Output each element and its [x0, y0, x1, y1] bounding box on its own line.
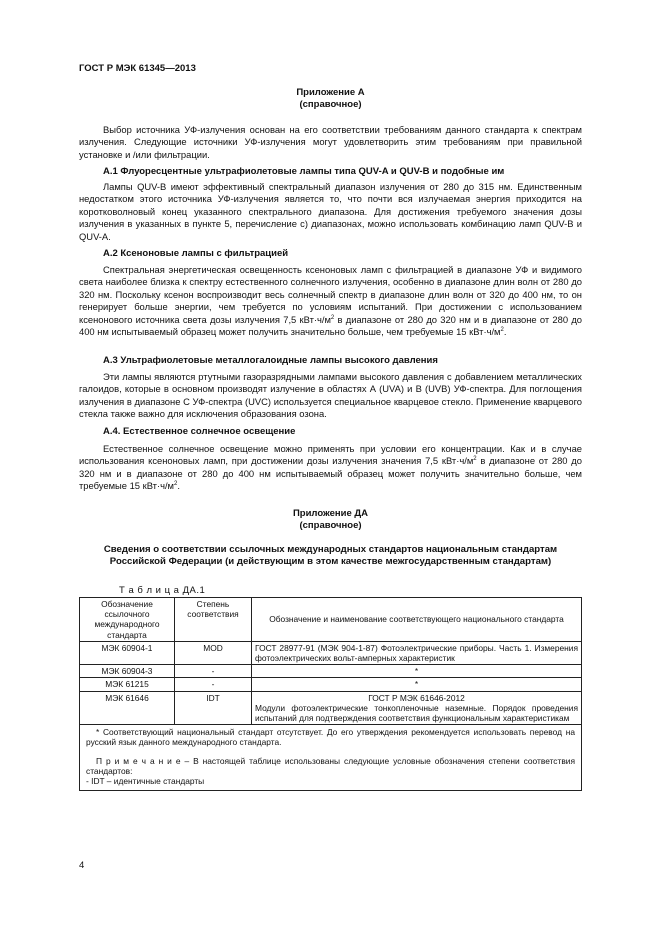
table-header-row — [80, 598, 582, 642]
appendix-a-intro: Выбор источника УФ-излучения основан на его соответствии требованиям данного стандарта к спектрам излучения. Следующие источники УФ-излучения могут удовлетворить этим требованиям при правильной установке и /или фильтрации. — [79, 124, 582, 160]
table-row: МЭК 61215 - * — [80, 678, 582, 691]
table-note-item: - IDT – идентичные стандарты — [86, 776, 205, 787]
section-a2-text: Спектральная энергетическая освещенность ксеноновых ламп с фильтрацией в диапазоне УФ и видимого света наиболее близка к спектру естественного солнечного излучения, особенно в диапазоне длин волн от 280 до 320 нм. Поскольку ксенон воспроизводит весь солнечный спектр в диапазоне длин волн от 320 до 400 нм, то он генерирует больше энергии, чем требуется по условиям испытаний. При достижении с использованием ксенонового источника света дозы излучения 7,5 $кВт\cdot ч/м^2$ в диапазоне от 280 до 320 нм и в диапазоне от 280 до 400 нм испытываемый образец может получить значительно больше, чем требуемые 15 $кВт\cdot ч/м^2$. — [79, 264, 583, 338]
standard-header: ГОСТ Р МЭК 61345—2013 — [79, 63, 196, 74]
table-footnote-row — [80, 725, 582, 791]
header-cell: Обозначение ссылочного международного стандарта — [80, 598, 175, 642]
appendix-a-title: Приложение А (справочное) — [296, 87, 365, 110]
page-number: 4 — [79, 860, 85, 871]
table-footnote: * Соответствующий национальный стандарт отсутствует. До его утверждения рекомендуется использовать перевод на русский язык данного международного стандарта. — [86, 727, 575, 748]
appendix-da-title: Приложение ДА (справочное) — [292, 508, 369, 531]
section-a3-title: А.3 Ультрафиолетовые металлогалоидные лампы высокого давления — [103, 355, 438, 366]
section-a3-text: Эти лампы являются ртутными газоразрядными лампами высокого давления с добавлением металлических галоидов, которые в основном производят излучение в областях А (UVA) и В (UVB) УФ-спектра. Для поглощения излучения в диапазоне С УФ-спектра (UVC) используется специальное кварцевое стекло. Применение кварцевого стекла также важно для исключения образования озона. — [79, 371, 582, 420]
appendix-da-heading: Сведения о соответствии ссылочных международных стандартов национальным стандартам Российской Федерации (и действующим в этом качестве межгосударственным стандартам) — [103, 544, 558, 568]
header-cell: Обозначение и наименование соответствующего национального стандарта — [252, 598, 582, 642]
section-a1-text: Лампы QUV-B имеют эффективный спектральный диапазон излучения от 280 до 315 нм. Единственным недостатком этого источника УФ-излучения является то, что почти вся излучаемая энергия приходится на коротковолновый конец указанного спектрального диапазона. Для достижения требуемого значения дозы излучения в указанных в пункте 5, перечисление с) диапазонах, можно использовать комбинацию ламп QUV-B и QUV-A. — [79, 181, 582, 242]
table-row: МЭК 60904-3 - * — [80, 665, 582, 678]
table-row: МЭК 61646 IDT ГОСТ Р МЭК 61646-2012 Модули фотоэлектрические тонкопленочные наземные. Порядок проведения испытаний для подтверждения соответствия функциональным характеристикам — [80, 691, 582, 725]
table-caption: Т а б л и ц а ДА.1 — [119, 585, 206, 596]
header-cell: Степень соответствия — [175, 598, 252, 642]
table-note: П р и м е ч а н и е – В настоящей таблице использованы следующие условные обозначения степени соответствия стандартов: — [86, 755, 575, 776]
correspondence-table — [79, 597, 582, 791]
section-a2-title: А.2 Ксеноновые лампы с фильтрацией — [103, 248, 289, 259]
section-a4-title: А.4. Естественное солнечное освещение — [103, 426, 296, 437]
section-a4-text: Естественное солнечное освещение можно применять при условии его концентрации. Как и в случае использования ксеноновых ламп, при достижении дозы излучения значения 7,5 $кВт\cdot ч/м^2$ в диапазоне от 280 до 320 нм и в диапазоне от 280 до 400 нм испытываемый образец может получить значительно больше, чем требуемые 15 $кВт\cdot ч/м^2$. — [79, 443, 582, 492]
section-a1-title: А.1 Флуоресцентные ультрафиолетовые лампы типа QUV-A и QUV-B и подобные им — [103, 166, 505, 177]
table-row: МЭК 60904-1 MOD ГОСТ 28977-91 (МЭК 904-1-87) Фотоэлектрические приборы. Часть 1. Измерения фотоэлектрических вольт-амперных характеристик — [80, 641, 582, 664]
